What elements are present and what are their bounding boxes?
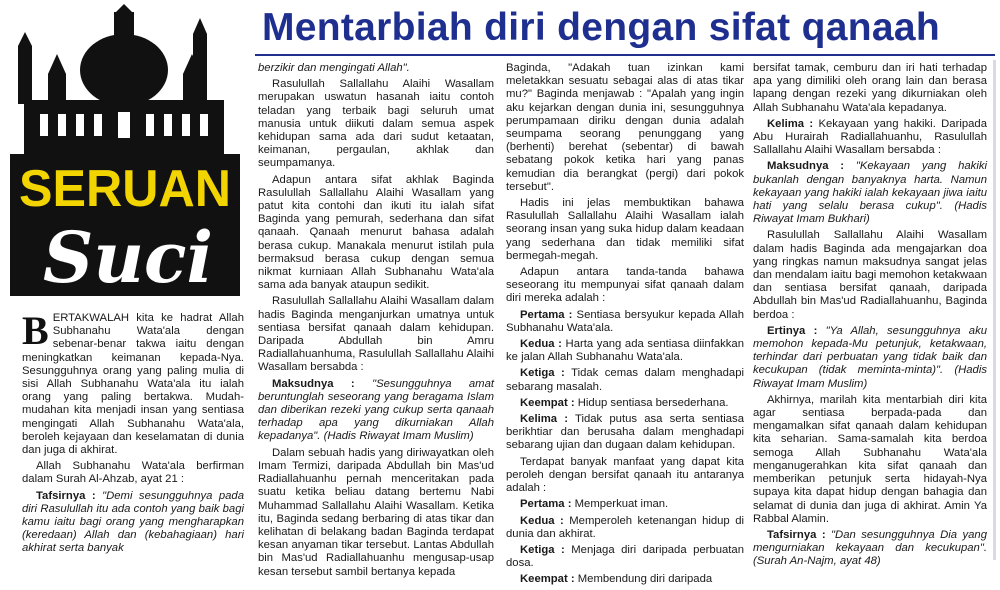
label: Keempat : bbox=[520, 573, 575, 586]
column-4 bbox=[753, 62, 987, 572]
paragraph bbox=[258, 378, 494, 444]
quote-text: "Demi sesungguhnya pada diri Rasulullah itu ada contoh yang baik bagi kamu iaitu bagi orang yang mengharapkan (keredaan) Allah dan (kebahagiaan) hari akhirat serta banyak bbox=[22, 489, 244, 555]
logo-line2: Suci bbox=[43, 216, 213, 296]
paragraph: Rasulullah Sallallahu Alaihi Wasallam merupakan uswatun hasanah iaitu contoh teladan yang terbaik bagi seluruh umat manusia untuk diikuti dalam semua aspek kehidupan sama ada dari sudut ketaatan, keimanan, pergaulan, akhlak dan seumpamanya. bbox=[258, 78, 494, 170]
paragraph: Dalam sebuah hadis yang diriwayatkan oleh Imam Termizi, daripada Abdullah bin Mas'ud Radiallahuanhu pernah menceritakan pada suatu ketika beliau datang bertemu Nabi Muhammad Sallallahu Alaihi Wasallam. Ketika itu, Baginda sedang berbaring di atas tikar dan kelihatan di belakang badan Baginda terdapat kesan anyaman tikar tersebut. Lantas Abdullah bin Mas'ud Radiallahuanhu mengusap-usap kesan tersebut sambil bertanya kepada bbox=[258, 446, 494, 578]
column-1 bbox=[22, 308, 244, 559]
label: Tafsirnya : bbox=[36, 489, 96, 502]
paragraph: Terdapat banyak manfaat yang dapat kita peroleh dengan bersifat qanaah itu antaranya adalah : bbox=[506, 455, 744, 495]
paragraph: Adapun antara tanda-tanda bahawa seseorang itu mempunyai sifat qanaah dalam diri mereka adalah : bbox=[506, 266, 744, 305]
paragraph bbox=[258, 62, 494, 75]
paragraph: Adapun antara sifat akhlak Baginda Rasulullah Sallallahu Alaihi Wasallam yang patut kita contohi dan ikuti itu ialah sifat Baginda yang pemurah, sederhana dan sifat qanaah. Qanaah menurut bahasa adalah berasa cukup. Manakala menurut istilah pula bermaksud berasa cukup dengan semua nikmat kurniaan Allah Subhanahu Wata'ala sama ada banyak ataupun sedikit. bbox=[258, 173, 494, 292]
label: Keempat : bbox=[520, 396, 575, 409]
item-text: Membendung diri daripada bbox=[574, 573, 713, 586]
list-item bbox=[506, 413, 744, 453]
item-text: Menjaga diri daripada perbuatan dosa. bbox=[506, 543, 744, 570]
list-item bbox=[506, 367, 744, 393]
label: Pertama : bbox=[520, 498, 572, 511]
paragraph bbox=[753, 325, 987, 391]
label: Kelima : bbox=[767, 117, 814, 130]
list-item bbox=[506, 573, 744, 586]
label: Maksudnya : bbox=[272, 377, 355, 390]
paragraph: Rasulullah Sallallahu Alaihi Wasallam dalam hadis Baginda menganjurkan umatnya untuk sentiasa bersifat qanaah dalam kehidupan. Daripada Abdullah bin Amru Radiallahuanhuma, Rasulullah Sallallahu Alaihi Wasallam bersabda : bbox=[258, 295, 494, 374]
seruan-suci-logo bbox=[10, 4, 240, 296]
label: Kedua : bbox=[520, 338, 562, 351]
list-item bbox=[506, 309, 744, 335]
label: Tafsirnya : bbox=[767, 528, 826, 541]
list-item bbox=[506, 544, 744, 570]
paragraph: Hadis ini jelas membuktikan bahawa Rasulullah Sallallahu Alaihi Wasallam ialah seorang insan yang suka hidup dalam keadaan yang sederhana dan tidak memiliki sifat bermegah-megah. bbox=[506, 197, 744, 262]
paragraph bbox=[753, 118, 987, 158]
page-edge-rule bbox=[993, 60, 996, 560]
paragraph: bersifat tamak, cemburu dan iri hati terhadap apa yang dimiliki oleh orang lain dan berasa lapang dengan rezeki yang dikurniakan oleh Allah Subhanahu Wata'ala kepadanya. bbox=[753, 62, 987, 114]
item-text: Memperoleh ketenangan hidup di dunia dan akhirat. bbox=[506, 514, 744, 540]
quote-text: "Sesungguhnya amat beruntunglah seseorang yang beragama Islam dan diberikan rezeki yang cukup serta qanaah terhadap apa yang dikurniakan Allah kepadanya". (Hadis Riwayat Imam Muslim) bbox=[258, 377, 494, 443]
quote-text: "Dan sesungguhnya Dia yang mengurniakan kekayaan dan kecukupan". (Surah An-Najm, ayat 48) bbox=[753, 528, 987, 568]
list-item bbox=[506, 498, 744, 511]
label: Kedua : bbox=[520, 514, 564, 527]
column-2 bbox=[258, 62, 494, 582]
list-item bbox=[506, 397, 744, 410]
list-item bbox=[506, 515, 744, 541]
paragraph: Allah Subhanahu Wata'ala berfirman dalam Surah Al-Ahzab, ayat 21 : bbox=[22, 460, 244, 486]
article-title: Mentarbiah diri dengan sifat qanaah bbox=[262, 6, 940, 49]
label: Maksudnya : bbox=[767, 160, 845, 173]
item-text: Sentiasa bersyukur kepada Allah Subhanahu Wata'ala. bbox=[506, 308, 744, 334]
paragraph bbox=[753, 529, 987, 569]
paragraph: ERTAKWALAH kita ke hadrat Allah Subhanahu Wata'ala dengan sebenar-benar takwa iaitu dengan meningkatkan keimanan kepada-Nya. Sesungguhnya orang yang paling mulia di sisi Allah Subhanahu Wata'ala itu ialah orang yang paling bertakwa. Mudah-mudahan kita menjadi insan yang sentiasa mengingati Allah Subhanahu Wata'ala, beroleh kejayaan dan keselamatan di dunia dan juga di akhirat. bbox=[22, 312, 244, 457]
item-text: Hidup sentiasa bersederhana. bbox=[574, 396, 729, 409]
paragraph bbox=[753, 160, 987, 226]
logo-line1: SERUAN bbox=[19, 160, 231, 218]
paragraph: Akhirnya, marilah kita mentarbiah diri kita agar sentiasa berpada-pada dan mengamalkan sifat qanaah dalam kehidupan kita seharian. Sama-samalah kita berdoa semoga Allah Subhanahu Wata'ala menganugerahkan kita sifat qanaah dan memberikan petunjuk serta hidayah-Nya supaya kita dapat hidup dengan bahagia dan selamat di dunia dan juga di akhirat. Amin Ya Rabbal Alamin. bbox=[753, 393, 987, 525]
label: Pertama : bbox=[520, 308, 573, 321]
label: Ketiga : bbox=[520, 543, 565, 556]
dropcap: B bbox=[22, 308, 49, 353]
quote-text: "Kekayaan yang hakiki bukanlah dengan banyaknya harta. Namun kekayaan yang hakiki ialah kekayaan jiwa iaitu hati yang selalu berasa cukup". (Hadis Riwayat Imam Bukhari) bbox=[753, 160, 987, 226]
paragraph bbox=[22, 490, 244, 556]
item-text: Memperkuat iman. bbox=[571, 498, 669, 511]
paragraph: Baginda, "Adakah tuan izinkan kami meletakkan sesuatu sebagai alas di atas tikar mu?" Baginda menjawab : "Apalah yang ingin aku kejarkan dengan dunia ini, sesungguhnya perumpamaan diriku dengan dunia adalah seumpama seorang penunggang yang (berhenti) berehat (sebentar) di bawah sebatang pokok ketika hari yang panas kemudian dia berangkat (pergi) dari pokok tersebut". bbox=[506, 62, 744, 193]
item-text: Tidak cemas dalam menghadapi sebarang masalah. bbox=[506, 367, 745, 393]
item-text: Harta yang ada sentiasa diinfakkan ke jalan Allah Subhanahu Wata'ala. bbox=[506, 338, 744, 364]
label: Ketiga : bbox=[520, 367, 565, 380]
list-item bbox=[506, 338, 744, 364]
item-text: Kekayaan yang hakiki. Daripada Abu Hurairah Radiallahuanhu, Rasulullah Sallallahu Alaihi Wasallam bersabda : bbox=[753, 117, 987, 157]
quote-text: berzikir dan mengingati Allah". bbox=[258, 62, 410, 74]
item-text: Tidak putus asa serta sentiasa berikhtiar dan berusaha dalam menghadapi sebarang ujian dan dugaan dalam kehidupan. bbox=[506, 413, 744, 452]
paragraph: Rasulullah Sallallahu Alaihi Wasallam dalam hadis Baginda ada mengajarkan doa yang ringkas namun maksudnya sangat jelas dan mendalam iaitu bagi memohon ketakwaan dan sentiasa bersifat qanaah, daripada Abdullah bin Mas'ud Radiallahuanhu, Baginda berdoa : bbox=[753, 229, 987, 321]
column-3 bbox=[506, 62, 744, 590]
label: Kelima : bbox=[520, 413, 568, 426]
title-divider bbox=[255, 54, 995, 56]
quote-text: "Ya Allah, sesungguhnya aku memohon kepada-Mu petunjuk, ketakwaan, terhindar dari perbuatan yang tidak baik dan kecukupan (tidak meminta-minta)". (Hadis Riwayat Imam Muslim) bbox=[753, 324, 987, 390]
label: Ertinya : bbox=[767, 324, 818, 337]
